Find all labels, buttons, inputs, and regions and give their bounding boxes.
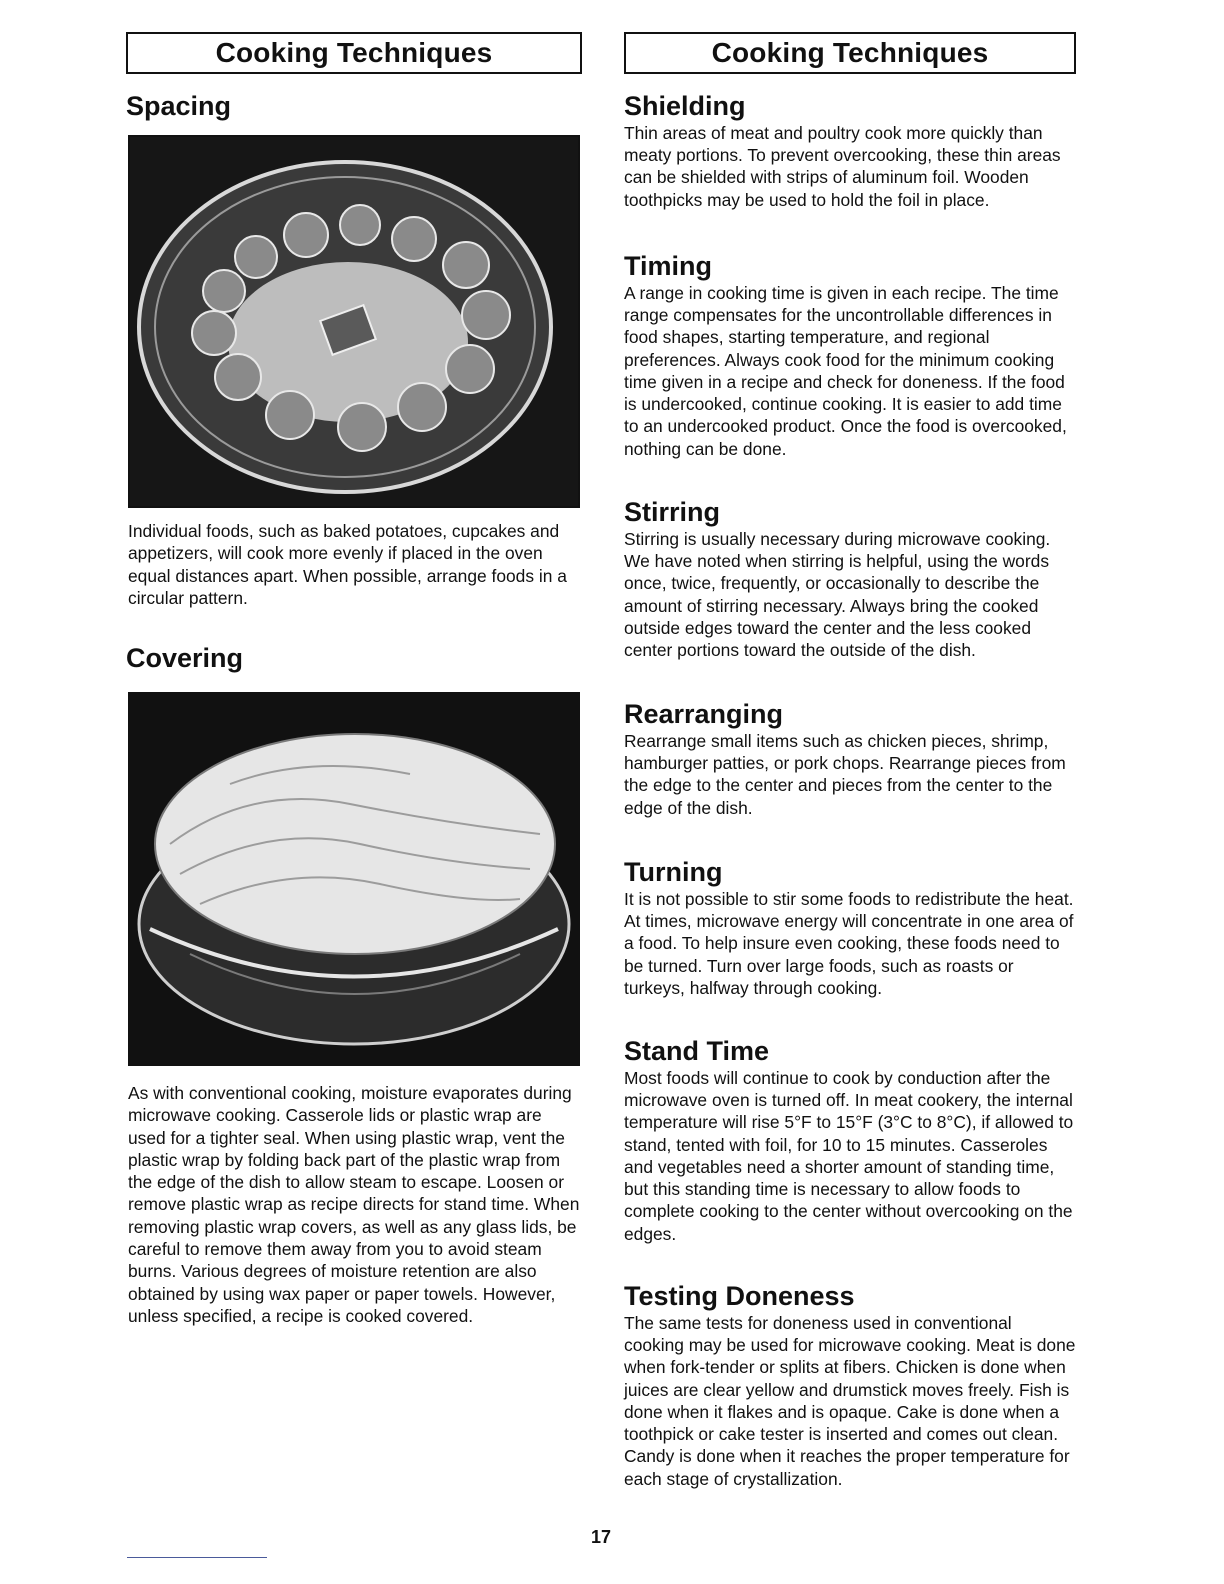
rearranging-body: Rearrange small items such as chicken pieces, shrimp, hamburger patties, or pork chops. Rearrange pieces from the edge to the center and pieces from the center to the edge of the dish.: [624, 730, 1066, 818]
page-number: 17: [591, 1527, 612, 1547]
spacing-title: Spacing: [126, 91, 232, 121]
testing-doneness-body: The same tests for doneness used in conventional cooking may be used for microwave cooking. Meat is done when fork-tender or splits at fibers. Chicken is done when juices are clear yellow and drumstick moves freely. Fish is done when it flakes and is opaque. Cake is done when a toothpick or cake tester is inserted and comes out clean. Candy is done when it reaches the proper temperature for each stage of crystallization.: [624, 1312, 1076, 1489]
testing-doneness-title: Testing Doneness: [624, 1281, 855, 1311]
turning-title: Turning: [624, 857, 723, 887]
covering-body: As with conventional cooking, moisture evaporates during microwave cooking. Casserole lids or plastic wrap are used for a tighter seal. When using plastic wrap, vent the plastic wrap by folding back part of the plastic wrap from the edge of the dish to allow steam to escape. Loosen or remove plastic wrap as recipe directs for stand time. When removing plastic wrap covers, as well as any glass lids, be careful to remove them away from you to avoid steam burns. Various degrees of moisture retention are also obtained by using wax paper or paper towels. However, unless specified, a recipe is cooked covered.: [128, 1083, 580, 1326]
timing-section: [624, 252, 1076, 460]
covering-title: Covering: [126, 643, 244, 673]
covering-section: [126, 644, 582, 674]
rearranging-section: [624, 700, 1076, 819]
shielding-body: Thin areas of meat and poultry cook more quickly than meaty portions. To prevent overcooking, these thin areas can be shielded with strips of aluminum foil. Wooden toothpicks may be used to hold the foil in place.: [624, 122, 1061, 210]
spacing-section: [126, 92, 582, 122]
right-column: [624, 32, 1076, 1489]
stand-time-section: [624, 1037, 1076, 1245]
stand-time-title: Stand Time: [624, 1036, 770, 1066]
photo-spacing-icon: [128, 135, 580, 508]
shielding-section: [624, 92, 1076, 211]
turning-section: [624, 858, 1076, 999]
photo-covering-icon: [128, 692, 580, 1066]
stirring-section: [624, 498, 1076, 661]
turning-body: It is not possible to stir some foods to redistribute the heat. At times, microwave energy will concentrate in one area of a food. To help insure even cooking, these foods need to be turned. Turn over large foods, such as roasts or turkeys, halfway through cooking.: [624, 888, 1074, 998]
stirring-body: Stirring is usually necessary during microwave cooking. We have noted when stirring is helpful, using the words once, twice, frequently, or occasionally to describe the amount of stirring necessary. Always bring the cooked outside edges toward the center and the less cooked center portions toward the outside of the dish.: [624, 528, 1051, 661]
footer-rule: [127, 1557, 267, 1558]
right-header-banner: Cooking Techniques: [624, 32, 1076, 74]
stirring-title: Stirring: [624, 497, 721, 527]
rearranging-title: Rearranging: [624, 699, 784, 729]
timing-body: A range in cooking time is given in each recipe. The time range compensates for the uncontrollable differences in food shapes, starting temperature, and regional preferences. Always cook food for the minimum cooking time given in a recipe and check for doneness. If the food is undercooked, continue cooking. It is easier to add time to an undercooked product. Once the food is overcooked, nothing can be done.: [624, 282, 1067, 459]
shielding-title: Shielding: [624, 91, 746, 121]
stand-time-body: Most foods will continue to cook by conduction after the microwave oven is turned off. In meat cookery, the internal temperature will rise 5°F to 15°F (3°C to 8°C), if allowed to stand, tented with foil, for 10 to 15 minutes. Casseroles and vegetables need a shorter amount of standing time, but this standing time is necessary to allow foods to complete cooking to the center without overcooking on the edges.: [624, 1067, 1074, 1244]
spacing-body: Individual foods, such as baked potatoes, cupcakes and appetizers, will cook more evenly if placed in the oven equal distances apart. When possible, arrange foods in a circular pattern.: [128, 521, 567, 608]
testing-doneness-section: [624, 1282, 1076, 1490]
left-header-banner: Cooking Techniques: [126, 32, 582, 74]
left-column: [126, 32, 582, 1326]
timing-title: Timing: [624, 251, 713, 281]
